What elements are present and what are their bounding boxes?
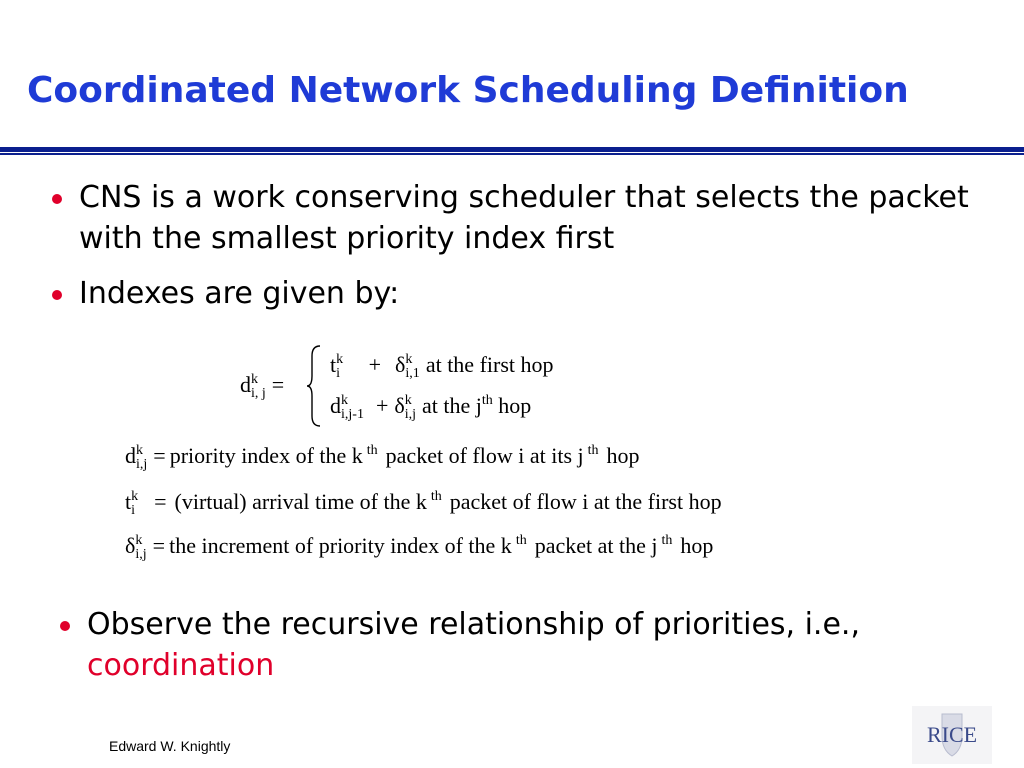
bullet-text: CNS is a work conserving scheduler that selects the packet with the smallest priority index first xyxy=(79,180,969,256)
bullet-dot-icon xyxy=(60,621,70,631)
footer-author: Edward W. Knightly xyxy=(109,738,231,754)
bullet-text: Indexes are given by: xyxy=(79,276,400,311)
svg-text:RICE: RICE xyxy=(926,722,978,747)
definition-row: d k i,j = priority index of the k $^{th}$ packet of flow i at its j $^{th}$ hop xyxy=(125,443,640,472)
bullet-dot-icon xyxy=(52,194,62,204)
title-divider-thin xyxy=(0,153,1024,155)
bullet-item xyxy=(79,273,999,314)
rice-logo-icon xyxy=(912,706,992,764)
slide-title: Coordinated Network Scheduling Definition xyxy=(27,70,909,111)
equation-case-first-hop: t k i + δ k i,1 at the first hop xyxy=(330,352,554,381)
definition-row: δ k i,j = the increment of priority index of the k $^{th}$ packet at the j $^{th}$ hop xyxy=(125,533,714,562)
bullet-item xyxy=(79,177,999,259)
bullet-item xyxy=(87,604,1007,686)
bullet-accent-text: coordination xyxy=(87,648,275,683)
equation-lhs: d k i, j = xyxy=(240,372,285,401)
title-divider xyxy=(0,147,1024,152)
bullet-text: Observe the recursive relationship of priorities, i.e., xyxy=(87,607,860,642)
definition-row: t k i = (virtual) arrival time of the k $^{th}$ packet of flow i at the first hop xyxy=(125,489,722,518)
left-brace-icon xyxy=(306,344,322,428)
bullet-dot-icon xyxy=(52,290,62,300)
equation-case-jth-hop: d k i,j-1 + δ k i,j at the $j^{th}$ hop xyxy=(330,393,532,422)
